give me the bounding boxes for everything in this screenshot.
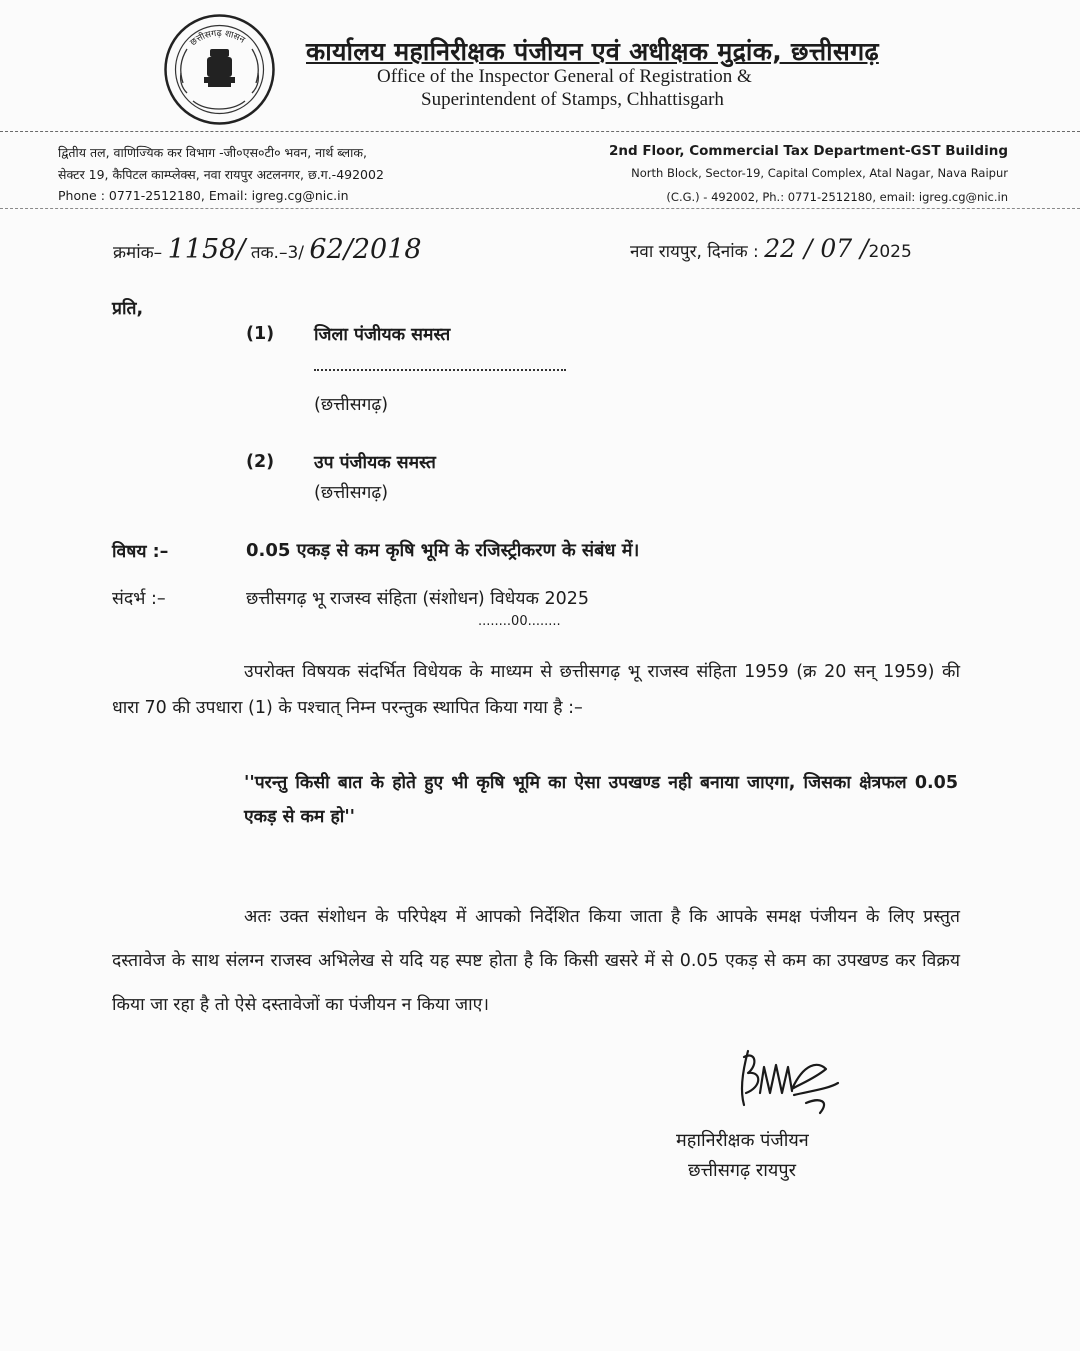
- subject-label: विषय :–: [112, 542, 169, 562]
- reference-number: [113, 234, 422, 265]
- address-hindi-line2: सेक्टर 19, कैपिटल काम्प्लेक्स, नवा रायपुर अटलनगर, छ.ग.-492002: [58, 167, 384, 182]
- place-date-label: नवा रायपुर, दिनांक :: [630, 242, 759, 262]
- signatory-location: छत्तीसगढ़ रायपुर: [688, 1160, 796, 1181]
- separator: ........00........: [478, 614, 561, 629]
- seal-text: छत्तीसगढ़ शासन: [188, 28, 247, 49]
- tak-number: 62/2018: [309, 234, 422, 265]
- recipient-state: (छत्तीसगढ़): [314, 483, 389, 503]
- office-title-english-line2: Superintendent of Stamps, Chhattisgarh: [421, 89, 724, 110]
- address-english-line2: North Block, Sector-19, Capital Complex, Atal Nagar, Nava Raipur: [631, 166, 1008, 180]
- date-year: 2025: [868, 242, 912, 262]
- header-divider: [0, 131, 1080, 132]
- kramank-label: क्रमांक–: [113, 243, 163, 263]
- office-title-english-line1: Office of the Inspector General of Registration &: [377, 66, 752, 87]
- government-seal-icon: [163, 13, 276, 126]
- phone-email: Phone : 0771-2512180, Email: igreg.cg@nic.in: [58, 188, 349, 203]
- recipient-name: जिला पंजीयक समस्त: [314, 325, 451, 345]
- address-english-line3: (C.G.) - 492002, Ph.: 0771-2512180, email: igreg.cg@nic.in: [666, 190, 1008, 204]
- subject-text: 0.05 एकड़ से कम कृषि भूमि के रजिस्ट्रीकरण के संबंध में।: [246, 540, 640, 561]
- office-title-hindi: कार्यालय महानिरीक्षक पंजीयन एवं अधीक्षक मुद्रांक, छत्तीसगढ़: [306, 37, 879, 66]
- address-hindi-line1: द्वितीय तल, वाणिज्यिक कर विभाग -जी०एस०टी० भवन, नार्थ ब्लाक,: [58, 145, 367, 160]
- body-paragraph-1: उपरोक्त विषयक संदर्भित विधेयक के माध्यम से छत्तीसगढ़ भू राजस्व संहिता 1959 (क्र 20 सन् 1959) की धारा 70 की उपधारा (1) के पश्चात् निम्न परन्तुक स्थापित किया गया है :–: [112, 662, 960, 718]
- address-divider: [0, 208, 1080, 209]
- letter-date: [630, 234, 912, 263]
- reference-text: छत्तीसगढ़ भू राजस्व संहिता (संशोधन) विधेयक 2025: [246, 589, 590, 609]
- recipient-number: (2): [246, 452, 275, 472]
- quoted-proviso: ''परन्तु किसी बात के होते हुए भी कृषि भूमि का ऐसा उपखण्ड नही बनाया जाएगा, जिसका क्षेत्रफल 0.05 एकड़ से कम हो'': [244, 773, 958, 827]
- body-paragraph-2: अतः उक्त संशोधन के परिपेक्ष्य में आपको निर्देशित किया जाता है कि आपके समक्ष पंजीयन के लिए प्रस्तुत दस्तावेज के साथ संलग्न राजस्व अभिलेख से यदि यह स्पष्ट होता है कि किसी खसरे में से 0.05 एकड़ से कम का उपखण्ड कर विक्रय किया जा रहा है तो ऐसे दस्तावेजों का पंजीयन न किया जाए।: [112, 907, 960, 1015]
- recipient-state: (छत्तीसगढ़): [314, 395, 389, 415]
- kramank-number: 1158/: [167, 234, 246, 265]
- tak-label: तक.–3/: [250, 243, 305, 263]
- date-handwritten: 22 / 07 /: [764, 234, 869, 263]
- recipient-name: उप पंजीयक समस्त: [314, 453, 436, 473]
- blank-fill-line: [314, 369, 566, 371]
- signature: [734, 1043, 846, 1121]
- reference-label: संदर्भ :–: [112, 589, 166, 609]
- prati-label: प्रति,: [112, 299, 144, 319]
- signatory-designation: महानिरीक्षक पंजीयन: [676, 1130, 809, 1151]
- address-english-line1: 2nd Floor, Commercial Tax Department-GST Building: [608, 143, 1008, 159]
- recipient-number: (1): [246, 324, 275, 344]
